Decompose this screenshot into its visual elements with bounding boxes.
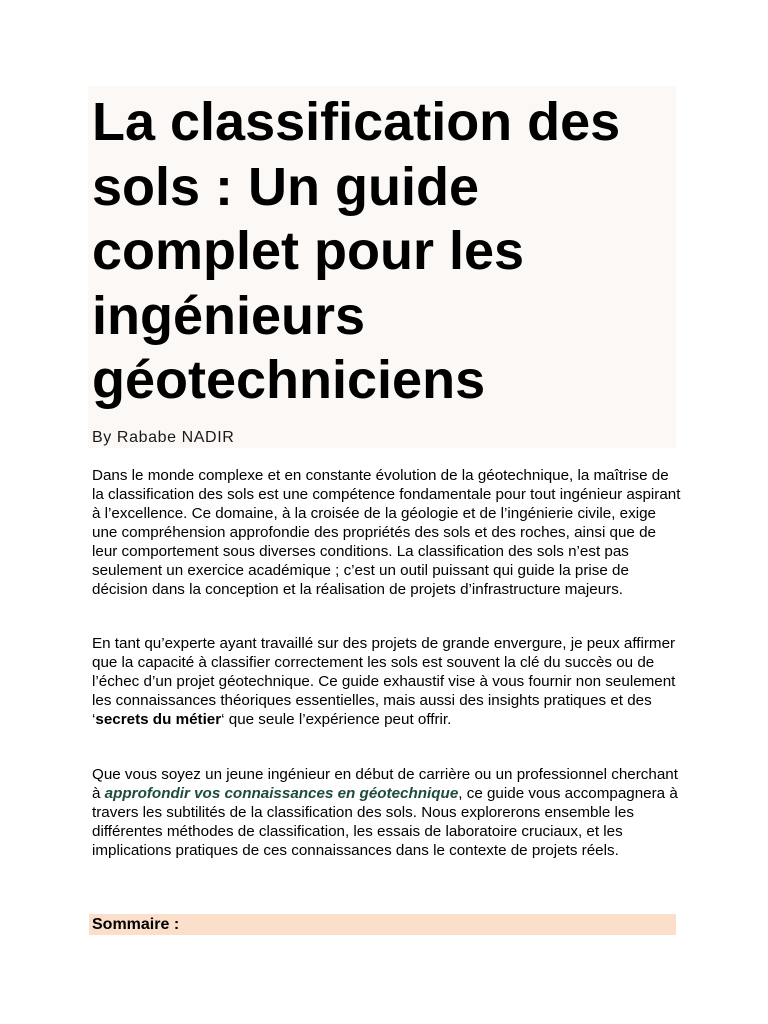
geotechnique-link[interactable]: approfondir vos connaissances en géotechnique — [104, 785, 459, 802]
secrets-du-metier-bold: secrets du métier — [95, 711, 222, 728]
article-title: La classification des sols : Un guide complet pour les ingénieurs géotechniciens — [92, 92, 621, 410]
paragraph-experience-text-end: ‘ que seule l’expérience peut offrir. — [221, 711, 452, 728]
article-byline: By Rababe NADIR — [92, 429, 235, 446]
sommaire-heading: Sommaire : — [92, 916, 180, 933]
paragraph-experience-text-start: En tant qu’experte ayant travaillé sur des projets de grande envergure, je peux affirmer que la capacité à classifier correctement les sols est souvent la clé du succès ou de l’échec d’un projet géotechnique. Ce guide exhaustif vise à vous fournir non seulement les connaissances théoriques essentielles, mais aussi des insights pratiques et des ‘ — [92, 635, 676, 728]
paragraph-experience — [92, 634, 682, 729]
paragraph-audience-text-end: , ce guide vous accompagnera à travers les subtilités de la classification des sols. Nous explorerons ensemble les différentes méthodes de classification, les essais de laboratoire cruciaux, et les implications pratiques de ces connaissances dans le contexte de projets réels. — [92, 785, 678, 859]
paragraph-intro: Dans le monde complexe et en constante évolution de la géotechnique, la maîtrise de la classification des sols est une compétence fondamentale pour tout ingénieur aspirant à l’excellence. Ce domaine, à la croisée de la géologie et de l’ingénierie civile, exige une compréhension approfondie des propriétés des sols et des roches, ainsi que de leur comportement sous diverses conditions. La classification des sols n’est pas seulement un exercice académique ; c’est un outil puissant qui guide la prise de décision dans la conception et la réalisation de projets d’infrastructure majeurs. — [92, 467, 681, 598]
paragraph-audience — [92, 765, 682, 860]
paragraph-audience-text-start: Que vous soyez un jeune ingénieur en début de carrière ou un professionnel cherchant à — [92, 766, 678, 802]
